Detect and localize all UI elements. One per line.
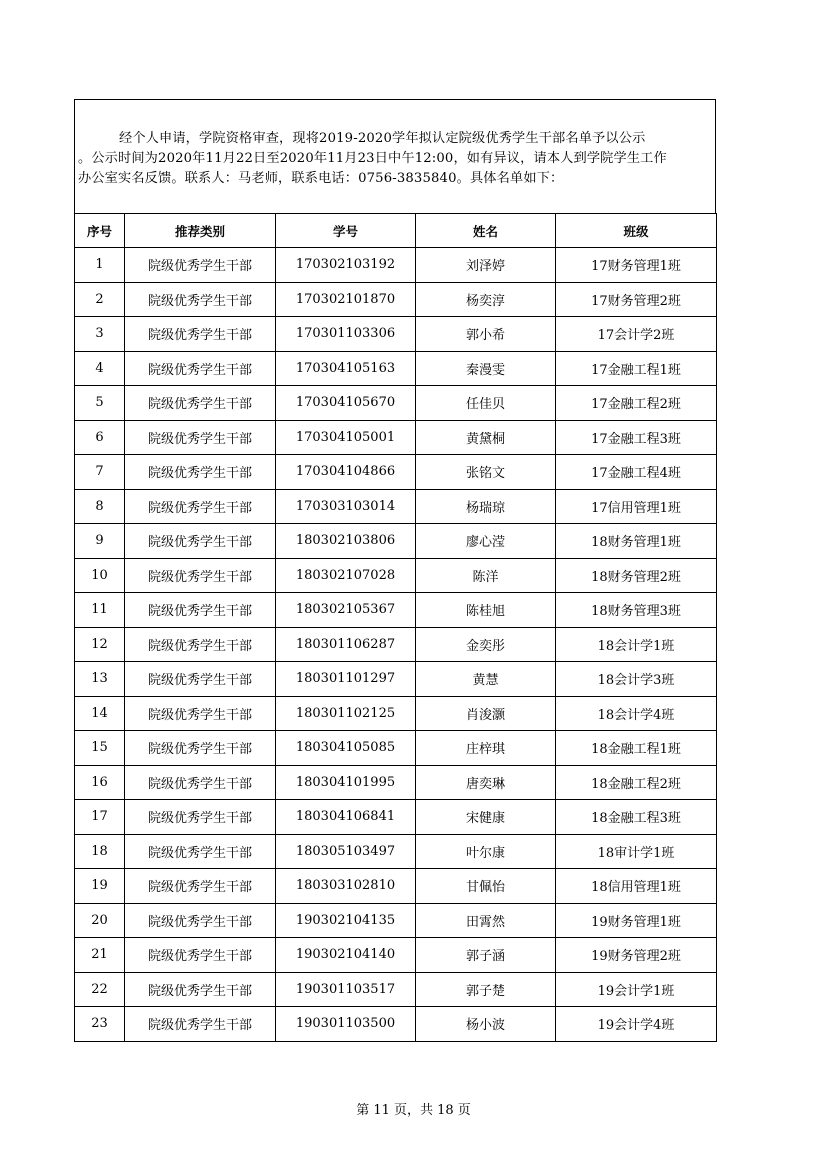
cell-student-id: 190301103517 [276,972,416,1007]
cell-name: 郭小希 [416,317,556,352]
cell-name: 陈桂旭 [416,593,556,628]
table-row [75,627,717,662]
cell-student-id: 180304106841 [276,800,416,835]
cell-student-id: 180304105085 [276,731,416,766]
table-row [75,800,717,835]
table-row [75,869,717,904]
cell-index: 2 [75,282,125,317]
cell-index: 23 [75,1007,125,1042]
cell-index: 16 [75,765,125,800]
cell-category: 院级优秀学生干部 [125,731,276,766]
table-row [75,593,717,628]
cell-index: 8 [75,489,125,524]
table-header-row [75,214,717,248]
header-index: 序号 [75,214,125,248]
cell-student-id: 180303102810 [276,869,416,904]
cell-student-id: 180304101995 [276,765,416,800]
cell-student-id: 190301103500 [276,1007,416,1042]
table-row [75,524,717,559]
cell-category: 院级优秀学生干部 [125,317,276,352]
cell-class: 18会计学4班 [556,696,717,731]
header-name: 姓名 [416,214,556,248]
cell-category: 院级优秀学生干部 [125,696,276,731]
table-row [75,455,717,490]
header-class: 班级 [556,214,717,248]
cell-index: 12 [75,627,125,662]
roster-table [74,213,717,1042]
cell-class: 18财务管理2班 [556,558,717,593]
header-category: 推荐类别 [125,214,276,248]
cell-category: 院级优秀学生干部 [125,558,276,593]
cell-category: 院级优秀学生干部 [125,1007,276,1042]
cell-name: 田霄然 [416,903,556,938]
cell-name: 唐奕琳 [416,765,556,800]
cell-name: 廖心滢 [416,524,556,559]
cell-student-id: 170304104866 [276,455,416,490]
cell-student-id: 180301102125 [276,696,416,731]
cell-index: 3 [75,317,125,352]
cell-class: 17信用管理1班 [556,489,717,524]
cell-class: 18金融工程1班 [556,731,717,766]
cell-index: 7 [75,455,125,490]
notice-line-3: 办公室实名反馈。联系人：马老师，联系电话：0756-3835840。具体名单如下： [78,171,564,186]
cell-category: 院级优秀学生干部 [125,834,276,869]
cell-name: 郭子涵 [416,938,556,973]
cell-category: 院级优秀学生干部 [125,248,276,283]
cell-category: 院级优秀学生干部 [125,282,276,317]
cell-name: 金奕彤 [416,627,556,662]
cell-student-id: 170303103014 [276,489,416,524]
cell-category: 院级优秀学生干部 [125,903,276,938]
cell-student-id: 170304105670 [276,386,416,421]
table-row [75,765,717,800]
cell-student-id: 190302104135 [276,903,416,938]
cell-name: 杨瑞琼 [416,489,556,524]
cell-index: 11 [75,593,125,628]
cell-student-id: 170301103306 [276,317,416,352]
table-row [75,386,717,421]
cell-student-id: 180302107028 [276,558,416,593]
cell-student-id: 170302101870 [276,282,416,317]
table-row [75,972,717,1007]
cell-name: 张铭文 [416,455,556,490]
cell-category: 院级优秀学生干部 [125,972,276,1007]
cell-class: 18会计学3班 [556,662,717,697]
cell-class: 19财务管理2班 [556,938,717,973]
cell-name: 杨奕淳 [416,282,556,317]
notice-line-2: 。公示时间为2020年11月22日至2020年11月23日中午12:00，如有异议，请本人到学院学生工作 [78,151,667,166]
cell-category: 院级优秀学生干部 [125,593,276,628]
cell-name: 秦漫雯 [416,351,556,386]
document-sheet [74,99,716,1042]
cell-category: 院级优秀学生干部 [125,662,276,697]
cell-class: 18会计学1班 [556,627,717,662]
table-row [75,903,717,938]
cell-index: 15 [75,731,125,766]
cell-index: 19 [75,869,125,904]
header-student-id: 学号 [276,214,416,248]
cell-class: 19会计学4班 [556,1007,717,1042]
cell-name: 刘泽婷 [416,248,556,283]
cell-index: 10 [75,558,125,593]
cell-category: 院级优秀学生干部 [125,938,276,973]
cell-name: 黄黛桐 [416,420,556,455]
cell-name: 任佳贝 [416,386,556,421]
page-footer: 第 11 页，共 18 页 [356,1103,471,1118]
cell-category: 院级优秀学生干部 [125,489,276,524]
cell-student-id: 190302104140 [276,938,416,973]
cell-class: 17会计学2班 [556,317,717,352]
notice-paragraph [74,99,716,213]
cell-class: 17财务管理1班 [556,248,717,283]
cell-index: 21 [75,938,125,973]
cell-index: 18 [75,834,125,869]
table-row [75,662,717,697]
cell-name: 宋健康 [416,800,556,835]
cell-student-id: 170302103192 [276,248,416,283]
cell-class: 18信用管理1班 [556,869,717,904]
cell-category: 院级优秀学生干部 [125,420,276,455]
cell-class: 17金融工程3班 [556,420,717,455]
cell-class: 17财务管理2班 [556,282,717,317]
cell-class: 17金融工程4班 [556,455,717,490]
cell-index: 14 [75,696,125,731]
cell-student-id: 180305103497 [276,834,416,869]
table-row [75,489,717,524]
cell-index: 9 [75,524,125,559]
cell-student-id: 170304105163 [276,351,416,386]
cell-student-id: 180302105367 [276,593,416,628]
cell-class: 19财务管理1班 [556,903,717,938]
cell-class: 18财务管理3班 [556,593,717,628]
cell-index: 13 [75,662,125,697]
cell-student-id: 180301101297 [276,662,416,697]
table-row [75,834,717,869]
cell-name: 甘佩怡 [416,869,556,904]
cell-class: 19会计学1班 [556,972,717,1007]
cell-class: 18财务管理1班 [556,524,717,559]
cell-student-id: 180301106287 [276,627,416,662]
cell-index: 1 [75,248,125,283]
cell-name: 叶尔康 [416,834,556,869]
cell-name: 肖浚灏 [416,696,556,731]
cell-category: 院级优秀学生干部 [125,455,276,490]
cell-name: 郭子楚 [416,972,556,1007]
table-row [75,282,717,317]
table-body [75,248,717,1042]
table-row [75,248,717,283]
cell-index: 20 [75,903,125,938]
cell-class: 17金融工程2班 [556,386,717,421]
cell-name: 陈洋 [416,558,556,593]
cell-category: 院级优秀学生干部 [125,765,276,800]
cell-name: 杨小波 [416,1007,556,1042]
table-row [75,317,717,352]
cell-name: 庄梓琪 [416,731,556,766]
cell-category: 院级优秀学生干部 [125,351,276,386]
cell-index: 5 [75,386,125,421]
cell-category: 院级优秀学生干部 [125,800,276,835]
table-row [75,1007,717,1042]
cell-index: 17 [75,800,125,835]
cell-index: 6 [75,420,125,455]
cell-index: 4 [75,351,125,386]
cell-student-id: 170304105001 [276,420,416,455]
cell-category: 院级优秀学生干部 [125,627,276,662]
cell-class: 17金融工程1班 [556,351,717,386]
cell-class: 18金融工程2班 [556,765,717,800]
table-row [75,696,717,731]
table-row [75,558,717,593]
cell-category: 院级优秀学生干部 [125,869,276,904]
table-row [75,351,717,386]
cell-student-id: 180302103806 [276,524,416,559]
cell-name: 黄慧 [416,662,556,697]
cell-category: 院级优秀学生干部 [125,386,276,421]
cell-index: 22 [75,972,125,1007]
cell-class: 18金融工程3班 [556,800,717,835]
cell-class: 18审计学1班 [556,834,717,869]
cell-category: 院级优秀学生干部 [125,524,276,559]
table-row [75,731,717,766]
table-row [75,938,717,973]
notice-line-1: 经个人申请，学院资格审查，现将2019-2020学年拟认定院级优秀学生干部名单予以公示 [119,131,646,146]
table-row [75,420,717,455]
